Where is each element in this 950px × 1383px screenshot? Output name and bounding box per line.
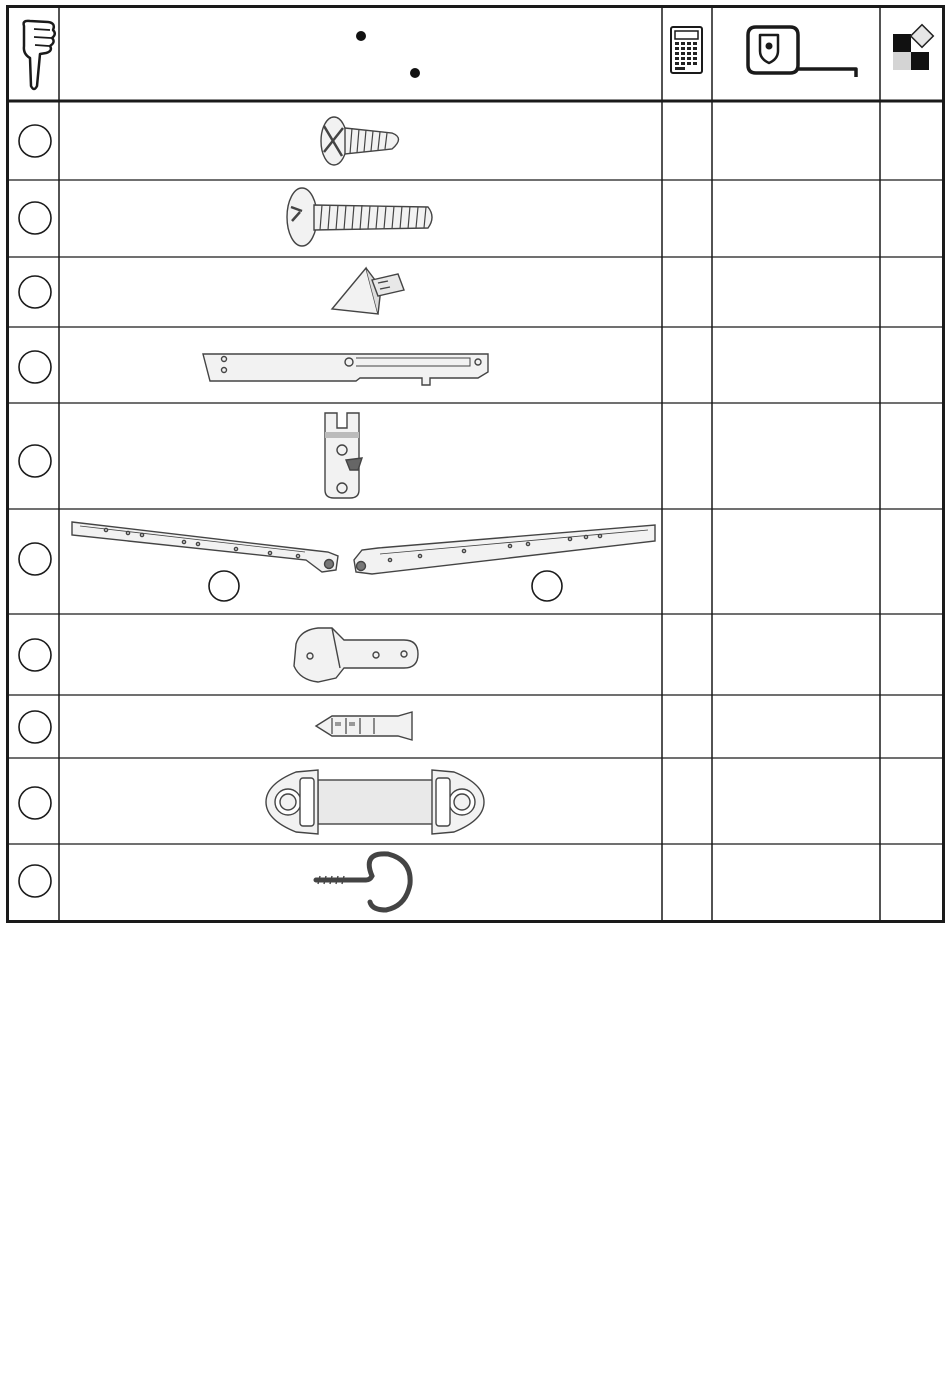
wall-plug-icon [316,712,412,740]
calculator-icon [671,27,702,73]
sub-marker-right [532,571,562,601]
header-bullet [356,31,366,41]
corner-block-icon [332,268,404,314]
tape-measure-icon [748,27,856,77]
color-swatch-icon [893,25,933,70]
header-bullet [410,68,420,78]
row-marker-8 [19,711,51,743]
row-marker-2 [19,202,51,234]
row-marker-1 [19,125,51,157]
hanging-bracket-icon [325,413,362,498]
row-marker-3 [19,276,51,308]
safety-strap-icon [266,770,484,834]
row-marker-5 [19,445,51,477]
row-marker-9 [19,787,51,819]
screw-long-icon [287,188,432,246]
pointing-hand-icon [24,21,55,89]
row-number-circles [19,125,51,897]
screw-hook-icon [316,854,410,910]
drawer-slide-pair-icon [72,522,655,574]
sub-marker-left [209,571,239,601]
row-marker-10 [19,865,51,897]
angle-bracket-icon [294,628,418,682]
drawer-runner-icon [203,354,488,385]
row-lines [7,180,944,844]
sub-part-markers [209,571,562,601]
row-marker-7 [19,639,51,671]
screw-short-icon [321,117,399,165]
row-marker-4 [19,351,51,383]
row-marker-6 [19,543,51,575]
